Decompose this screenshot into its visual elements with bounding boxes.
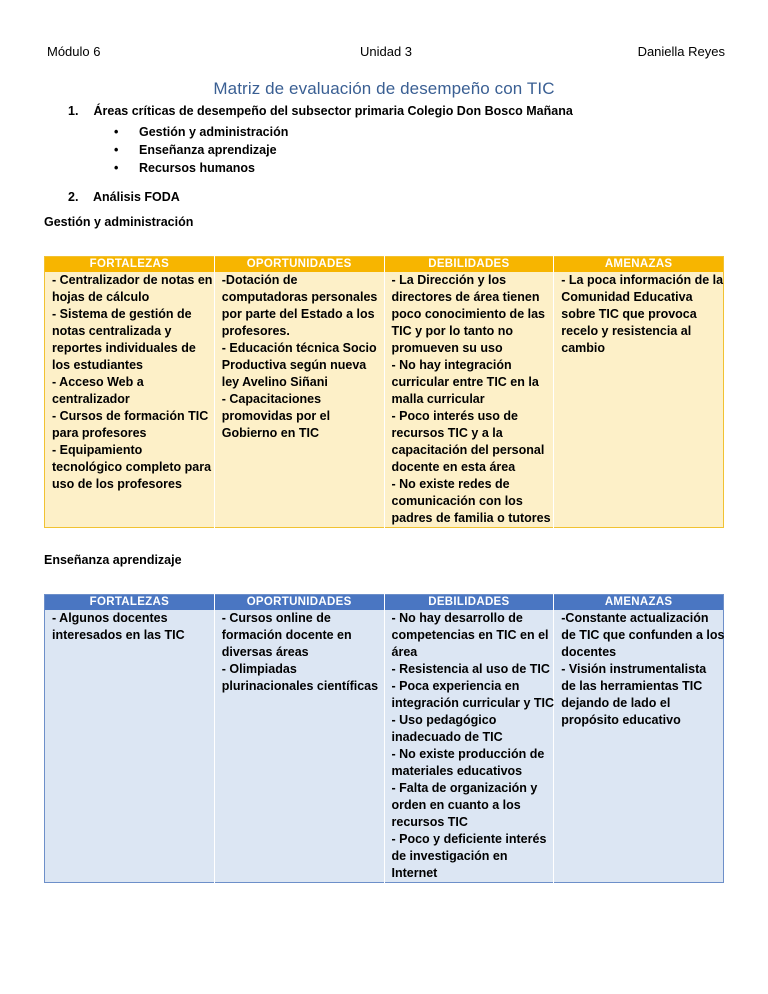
cell-line: Comunidad Educativa <box>561 290 693 304</box>
list-item-1 <box>68 104 573 118</box>
cell-line: - Algunos docentes <box>52 611 168 625</box>
cell-line: - Poca experiencia en <box>391 679 520 693</box>
table-row <box>45 610 724 883</box>
cell-line: los estudiantes <box>52 358 143 372</box>
bullet-item <box>114 124 288 142</box>
cell-fortalezas <box>45 272 215 528</box>
cell-line: - Capacitaciones <box>221 392 322 406</box>
document-title: Matriz de evaluación de desempeño con TIC <box>213 79 555 98</box>
bullet-item <box>114 142 288 160</box>
section-label-gestion: Gestión y administración <box>44 215 194 229</box>
cell-line: inadecuado de TIC <box>391 730 503 744</box>
header-amenazas: AMENAZAS <box>554 595 724 611</box>
cell-line: recelo y resistencia al <box>561 324 692 338</box>
list-item-2 <box>68 190 180 204</box>
cell-line: - La Dirección y los <box>391 273 507 287</box>
cell-line: padres de familia o tutores <box>391 511 551 525</box>
table-header-row <box>45 595 724 611</box>
cell-line: reportes individuales de <box>52 341 196 355</box>
cell-line: tecnológico completo para <box>52 460 212 474</box>
cell-line: recursos TIC <box>391 815 468 829</box>
foda-table-gestion <box>44 256 724 528</box>
cell-line: - Resistencia al uso de TIC <box>391 662 550 676</box>
cell-line: Gobierno en TIC <box>221 426 319 440</box>
cell-line: área <box>391 645 418 659</box>
cell-line: hojas de cálculo <box>52 290 150 304</box>
list-item-text: Análisis FODA <box>93 190 180 204</box>
cell-line: curricular entre TIC en la <box>391 375 539 389</box>
header-debilidades: DEBILIDADES <box>384 257 554 273</box>
cell-line: por parte del Estado a los <box>221 307 375 321</box>
cell-line: centralizador <box>52 392 130 406</box>
cell-line: - Centralizador de notas en <box>52 273 213 287</box>
cell-line: sobre TIC que provoca <box>561 307 697 321</box>
header-author: Daniella Reyes <box>637 44 725 59</box>
cell-line: de TIC que confunden a los <box>561 628 725 642</box>
header-oportunidades: OPORTUNIDADES <box>214 595 384 611</box>
cell-debilidades <box>384 272 554 528</box>
list-item-text: Áreas críticas de desempeño del subsector primaria Colegio Don Bosco Mañana <box>93 104 573 118</box>
cell-line: - Acceso Web a <box>52 375 144 389</box>
header-fortalezas: FORTALEZAS <box>45 257 215 273</box>
cell-line: - No existe redes de <box>391 477 510 491</box>
header-fortalezas: FORTALEZAS <box>45 595 215 611</box>
cell-line: - No hay desarrollo de <box>391 611 523 625</box>
bullet-icon: • <box>114 161 119 175</box>
cell-line: cambio <box>561 341 606 355</box>
cell-line: - Olimpiadas <box>221 662 297 676</box>
cell-line: - La poca información de la <box>561 273 724 287</box>
cell-line: recursos TIC y a la <box>391 426 503 440</box>
cell-line: - Cursos de formación TIC <box>52 409 209 423</box>
bullet-item <box>114 160 288 178</box>
bullet-icon: • <box>114 125 119 139</box>
bullet-icon: • <box>114 143 119 157</box>
cell-line: computadoras personales <box>221 290 378 304</box>
cell-line: docentes <box>561 645 617 659</box>
cell-line: de las herramientas TIC <box>561 679 703 693</box>
cell-line: -Dotación de <box>221 273 298 287</box>
cell-amenazas <box>554 272 724 528</box>
cell-line: interesados en las TIC <box>52 628 185 642</box>
cell-line: -Constante actualización <box>561 611 709 625</box>
cell-line: propósito educativo <box>561 713 681 727</box>
cell-line: - Visión instrumentalista <box>561 662 707 676</box>
bullet-text: Recursos humanos <box>139 161 256 175</box>
cell-line: materiales educativos <box>391 764 523 778</box>
header-unit: Unidad 3 <box>360 44 413 59</box>
cell-fortalezas <box>45 610 215 883</box>
cell-line: competencias en TIC en el <box>391 628 549 642</box>
page-header <box>47 44 725 62</box>
table-row <box>45 272 724 528</box>
cell-oportunidades <box>214 610 384 883</box>
section-label-ensenanza: Enseñanza aprendizaje <box>44 553 182 567</box>
header-oportunidades: OPORTUNIDADES <box>214 257 384 273</box>
areas-bullet-list <box>114 124 288 178</box>
header-module: Módulo 6 <box>47 44 101 59</box>
cell-line: formación docente en <box>221 628 352 642</box>
cell-line: integración curricular y TIC <box>391 696 555 710</box>
cell-line: - Cursos online de <box>221 611 331 625</box>
cell-line: - Poco interés uso de <box>391 409 518 423</box>
cell-line: - No existe producción de <box>391 747 545 761</box>
cell-line: - Sistema de gestión de <box>52 307 192 321</box>
cell-line: promovidas por el <box>221 409 331 423</box>
cell-line: plurinacionales científicas <box>221 679 379 693</box>
list-number: 1. <box>68 104 79 118</box>
cell-line: - Educación técnica Socio <box>221 341 377 355</box>
header-amenazas: AMENAZAS <box>554 257 724 273</box>
cell-line: directores de área tienen <box>391 290 540 304</box>
cell-line: uso de los profesores <box>52 477 182 491</box>
foda-table-ensenanza <box>44 594 724 883</box>
list-number: 2. <box>68 190 79 204</box>
cell-line: orden en cuanto a los <box>391 798 521 812</box>
cell-line: ley Avelino Siñani <box>221 375 328 389</box>
header-debilidades: DEBILIDADES <box>384 595 554 611</box>
table-header-row <box>45 257 724 273</box>
cell-line: - Poco y deficiente interés <box>391 832 547 846</box>
cell-line: para profesores <box>52 426 147 440</box>
cell-line: - Equipamiento <box>52 443 143 457</box>
cell-line: - Falta de organización y <box>391 781 538 795</box>
cell-amenazas <box>554 610 724 883</box>
cell-line: poco conocimiento de las <box>391 307 545 321</box>
cell-line: - Uso pedagógico <box>391 713 497 727</box>
bullet-text: Enseñanza aprendizaje <box>139 143 277 157</box>
cell-line: Internet <box>391 866 438 880</box>
cell-debilidades <box>384 610 554 883</box>
cell-line: malla curricular <box>391 392 485 406</box>
cell-line: comunicación con los <box>391 494 523 508</box>
cell-line: diversas áreas <box>221 645 309 659</box>
cell-line: Productiva según nueva <box>221 358 367 372</box>
cell-line: TIC y por lo tanto no <box>391 324 514 338</box>
cell-line: - No hay integración <box>391 358 512 372</box>
cell-line: notas centralizada y <box>52 324 172 338</box>
cell-line: docente en esta área <box>391 460 516 474</box>
cell-line: profesores. <box>221 324 290 338</box>
cell-oportunidades <box>214 272 384 528</box>
cell-line: dejando de lado el <box>561 696 671 710</box>
cell-line: promueven su uso <box>391 341 503 355</box>
cell-line: capacitación del personal <box>391 443 545 457</box>
cell-line: de investigación en <box>391 849 508 863</box>
bullet-text: Gestión y administración <box>139 125 289 139</box>
